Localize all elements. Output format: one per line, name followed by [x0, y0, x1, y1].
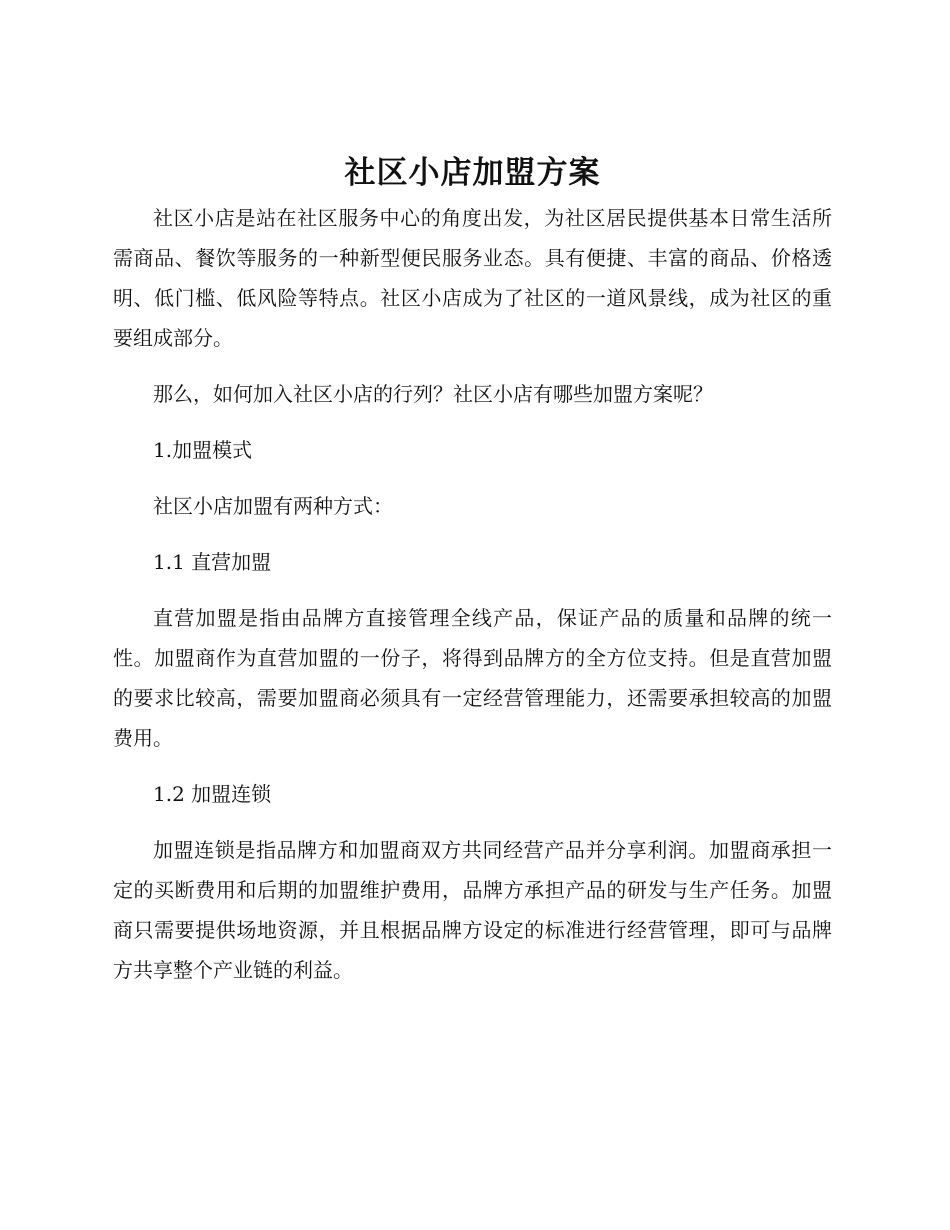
section-1-title: 加盟模式 — [172, 438, 253, 462]
section-1-1-heading — [113, 542, 832, 582]
section-1-1-body: 直营加盟是指由品牌方直接管理全线产品，保证产品的质量和品牌的统一性。加盟商作为直营加盟的一份子，将得到品牌方的全方位支持。但是直营加盟的要求比较高，需要加盟商必须具有一定经营管理能力，还需要承担较高的加盟费用。 — [113, 606, 832, 750]
intro-paragraph: 社区小店是站在社区服务中心的角度出发，为社区居民提供基本日常生活所需商品、餐饮等服务的一种新型便民服务业态。具有便捷、丰富的商品、价格透明、低门槛、低风险等特点。社区小店成为了社区的一道风景线，成为社区的重要组成部分。 — [113, 206, 832, 350]
section-1-2-number: 1.2 — [153, 782, 185, 806]
question-paragraph: 那么，如何加入社区小店的行列？社区小店有哪些加盟方案呢？ — [153, 382, 713, 406]
section-1-1-title: 直营加盟 — [191, 550, 272, 574]
section-1-lead: 社区小店加盟有两种方式： — [153, 494, 393, 518]
section-1-heading — [113, 430, 832, 470]
section-1-number: 1. — [153, 438, 173, 462]
section-1-1-number: 1.1 — [153, 550, 185, 574]
section-1-2-heading — [113, 774, 832, 814]
section-1-2-title: 加盟连锁 — [191, 782, 272, 806]
document-title: 社区小店加盟方案 — [344, 155, 601, 191]
section-1-2-body: 加盟连锁是指品牌方和加盟商双方共同经营产品并分享利润。加盟商承担一定的买断费用和后期的加盟维护费用，品牌方承担产品的研发与生产任务。加盟商只需要提供场地资源，并且根据品牌方设定的标准进行经营管理，即可与品牌方共享整个产业链的利益。 — [113, 838, 832, 982]
